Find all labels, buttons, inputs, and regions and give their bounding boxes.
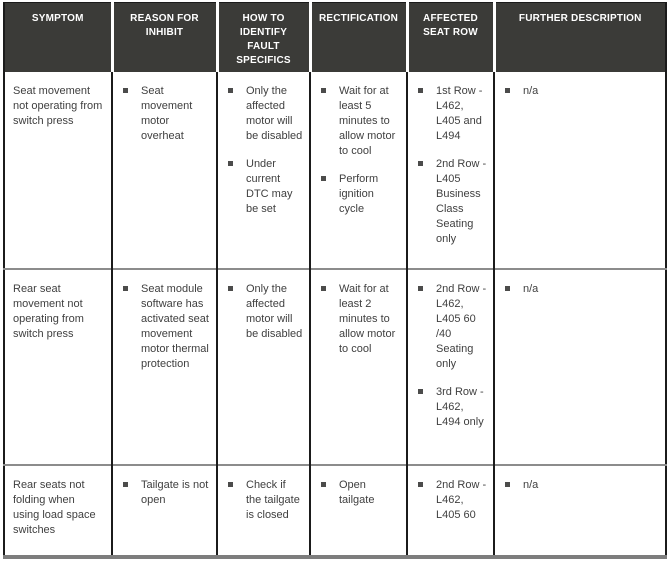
list-item	[503, 84, 660, 99]
column-header-how-to-identify: HOW TO IDENTIFY FAULT SPECIFICS	[217, 3, 310, 73]
cell-further-description	[494, 72, 666, 269]
list-item	[226, 84, 304, 144]
list-item-text: Open tailgate	[339, 479, 375, 506]
list-item	[121, 478, 211, 508]
list-item	[121, 282, 211, 372]
square-bullet-icon	[321, 176, 326, 181]
square-bullet-icon	[418, 389, 423, 394]
square-bullet-icon	[123, 88, 128, 93]
cell-affected-seat-row	[407, 465, 494, 557]
square-bullet-icon	[321, 286, 326, 291]
list-item-text: 3rd Row - L462, L494 only	[436, 386, 484, 428]
cell-affected-seat-row	[407, 72, 494, 269]
table-row	[4, 465, 666, 557]
cell-symptom	[4, 72, 112, 269]
cell-symptom	[4, 465, 112, 557]
square-bullet-icon	[321, 88, 326, 93]
list-item	[416, 385, 488, 430]
column-header-symptom: SYMPTOM	[4, 3, 112, 73]
cell-how-to-identify	[217, 269, 310, 465]
list-item	[319, 282, 401, 357]
cell-symptom	[4, 269, 112, 465]
list-item	[319, 84, 401, 159]
list-item	[226, 478, 304, 523]
cell-how-to-identify	[217, 465, 310, 557]
fault-inhibit-table	[3, 2, 667, 559]
list-item-text: 1st Row - L462, L405 and L494	[436, 85, 483, 142]
list-item-text: Wait for at least 2 minutes to allow motor to cool	[339, 283, 396, 355]
square-bullet-icon	[228, 161, 233, 166]
list-item	[503, 478, 660, 493]
square-bullet-icon	[505, 286, 510, 291]
cell-rectification	[310, 465, 407, 557]
cell-further-description	[494, 465, 666, 557]
list-item-text: 2nd Row - L405 Business Class Seating only	[436, 158, 487, 245]
square-bullet-icon	[123, 286, 128, 291]
list-item	[416, 478, 488, 523]
square-bullet-icon	[228, 286, 233, 291]
square-bullet-icon	[228, 88, 233, 93]
cell-reason-for-inhibit	[112, 465, 217, 557]
cell-how-to-identify	[217, 72, 310, 269]
cell-reason-for-inhibit	[112, 72, 217, 269]
list-item-text: Check if the tailgate is closed	[246, 479, 300, 521]
list-item-text: 2nd Row - L462, L405 60	[436, 479, 487, 521]
square-bullet-icon	[505, 88, 510, 93]
symptom-text: Rear seats not folding when using load space switches	[13, 479, 96, 536]
list-item-text: 2nd Row - L462, L405 60 /40 Seating only	[436, 283, 487, 370]
list-item-text: n/a	[523, 283, 539, 295]
symptom-text: Rear seat movement not operating from switch press	[13, 283, 84, 340]
list-item	[226, 282, 304, 342]
cell-further-description	[494, 269, 666, 465]
column-header-affected-seat-row: AFFECTED SEAT ROW	[407, 3, 494, 73]
list-item-text: Seat movement motor overheat	[141, 85, 193, 142]
table-header-row	[4, 3, 666, 73]
cell-rectification	[310, 72, 407, 269]
column-header-rectification: RECTIFICATION	[310, 3, 407, 73]
list-item-text: Only the affected motor will be disabled	[246, 85, 303, 142]
list-item	[226, 157, 304, 217]
list-item-text: Only the affected motor will be disabled	[246, 283, 303, 340]
cell-reason-for-inhibit	[112, 269, 217, 465]
square-bullet-icon	[418, 482, 423, 487]
column-header-reason-for-inhibit: REASON FOR INHIBIT	[112, 3, 217, 73]
table-row	[4, 269, 666, 465]
list-item-text: Seat module software has activated seat movement motor thermal protection	[141, 283, 209, 370]
list-item	[503, 282, 660, 297]
list-item	[319, 478, 401, 508]
cell-affected-seat-row	[407, 269, 494, 465]
column-header-further-description: FURTHER DESCRIPTION	[494, 3, 666, 73]
list-item	[416, 282, 488, 372]
cell-rectification	[310, 269, 407, 465]
list-item	[121, 84, 211, 144]
table-row	[4, 72, 666, 269]
list-item	[416, 157, 488, 247]
list-item-text: Tailgate is not open	[141, 479, 209, 506]
square-bullet-icon	[418, 88, 423, 93]
list-item	[319, 172, 401, 217]
list-item-text: Wait for at least 5 minutes to allow motor to cool	[339, 85, 396, 157]
list-item-text: Perform ignition cycle	[339, 173, 379, 215]
list-item-text: n/a	[523, 85, 539, 97]
square-bullet-icon	[418, 161, 423, 166]
list-item-text: Under current DTC may be set	[246, 158, 293, 215]
square-bullet-icon	[321, 482, 326, 487]
symptom-text: Seat movement not operating from switch press	[13, 85, 103, 127]
square-bullet-icon	[228, 482, 233, 487]
list-item-text: n/a	[523, 479, 539, 491]
square-bullet-icon	[123, 482, 128, 487]
square-bullet-icon	[505, 482, 510, 487]
list-item	[416, 84, 488, 144]
square-bullet-icon	[418, 286, 423, 291]
